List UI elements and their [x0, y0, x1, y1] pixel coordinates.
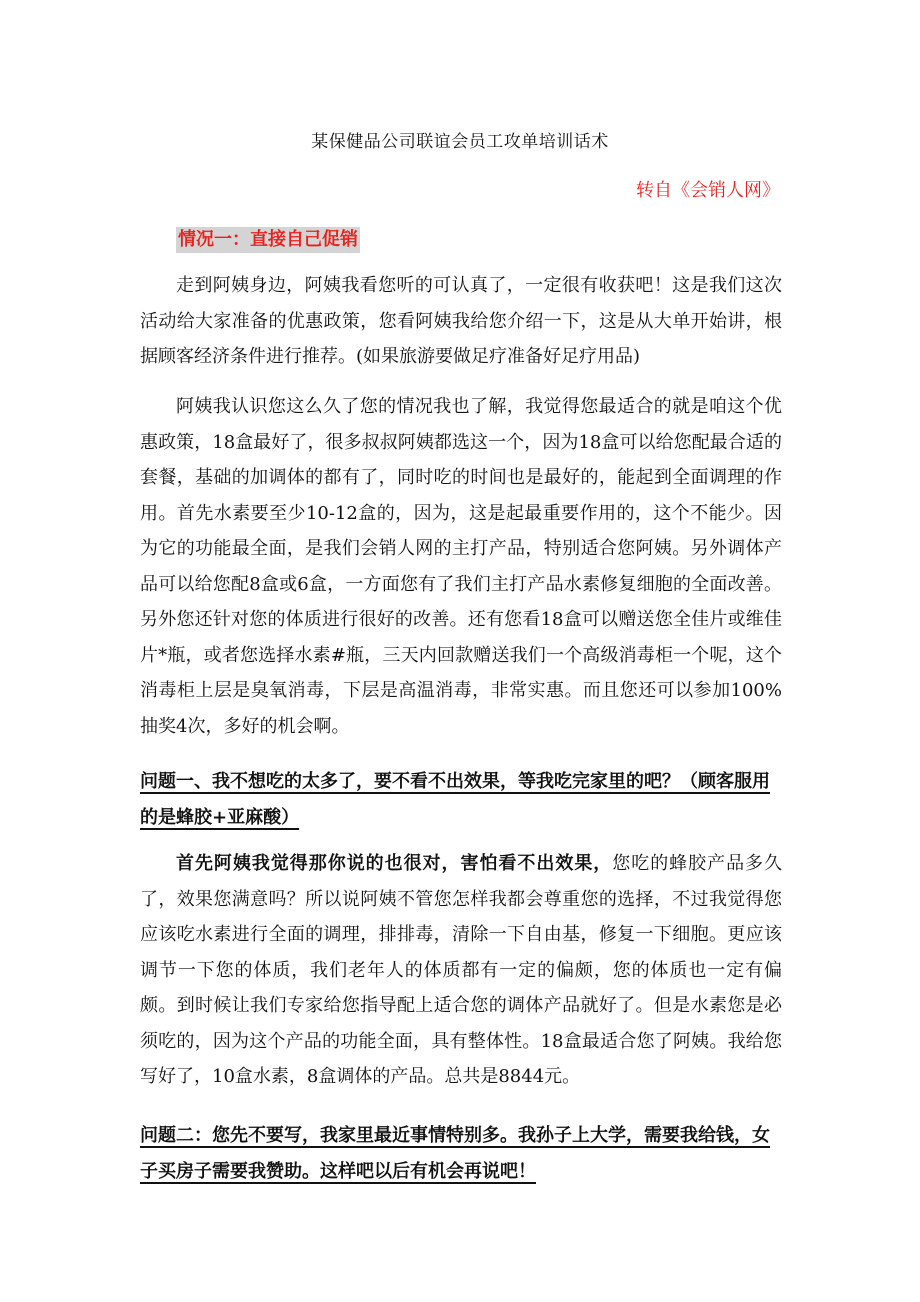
question-one: 问题一、我不想吃的太多了，要不看不出效果，等我吃完家里的吧？（顾客服用的是蜂胶+亚麻酸）	[140, 771, 770, 828]
answer-one-lead: 首先阿姨我觉得那你说的也很对，害怕看不出效果，	[176, 853, 613, 874]
paragraph-recommendation: 阿姨我认识您这么久了您的情况我也了解，我觉得您最适合的就是咱这个优惠政策，18盒最好了，很多叔叔阿姨都选这一个，因为18盒可以给您配最合适的套餐，基础的加调体的都有了，同时吃的时间也是最好的，能起到全面调理的作用。首先水素要至少10-12盒的，因为，这是起最重要作用的，这个不能少。因为它的功能最全面，是我们会销人网的主打产品，特别适合您阿姨。另外调体产品可以给您配8盒或6盒，一方面您有了我们主打产品水素修复细胞的全面改善。另外您还针对您的体质进行很好的改善。还有您看18盒可以赠送您全佳片或维佳片*瓶，或者您选择水素#瓶，三天内回款赠送我们一个高级消毒柜一个呢，这个消毒柜上层是臭氧消毒，下层是高温消毒，非常实惠。而且您还可以参加100%抽奖4次，多好的机会啊。	[140, 396, 782, 737]
paragraph-intro: 走到阿姨身边，阿姨我看您听的可认真了，一定很有收获吧！这是我们这次活动给大家准备的优惠政策，您看阿姨我给您介绍一下，这是从大单开始讲，根据顾客经济条件进行推荐。(如果旅游要做足疗准备好足疗用品)	[140, 275, 782, 367]
source-attribution: 转自《会销人网》	[636, 180, 780, 201]
question-two: 问题二：您先不要写，我家里最近事情特别多。我孙子上大学，需要我给钱，女子买房子需要我赞助。这样吧以后有机会再说吧！	[140, 1125, 770, 1182]
answer-one-rest: 您吃的蜂胶产品多久了，效果您满意吗？所以说阿姨不管您怎样我都会尊重您的选择，不过我觉得您应该吃水素进行全面的调理，排排毒，清除一下自由基，修复一下细胞。更应该调节一下您的体质，我们老年人的体质都有一定的偏颇，您的体质也一定有偏颇。到时候让我们专家给您指导配上适合您的调体产品就好了。但是水素您是必须吃的，因为这个产品的功能全面，具有整体性。18盒最适合您了阿姨。我给您写好了，10盒水素，8盒调体的产品。总共是8844元。	[140, 853, 783, 1087]
situation-heading: 情况一：直接自己促销	[176, 227, 360, 253]
document-title: 某保健品公司联谊会员工攻单培训话术	[311, 132, 609, 152]
answer-one	[140, 846, 782, 1095]
